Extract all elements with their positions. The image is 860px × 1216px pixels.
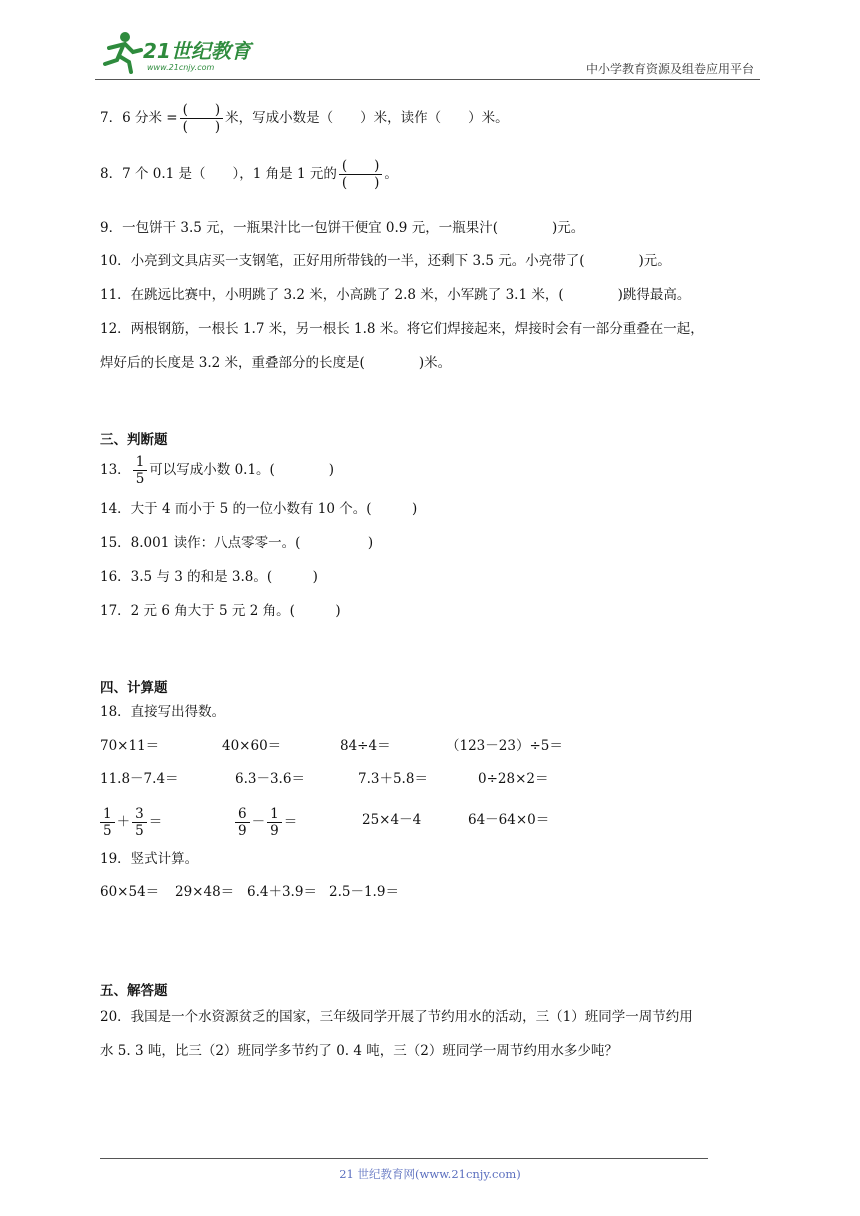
- calc-item: 25×4－4: [362, 812, 422, 828]
- calc-item: 6.3－3.6＝: [235, 771, 305, 787]
- calc-fraction-item: $\frac{1}{5}$ ＋ $\frac{3}{5}$ ＝: [98, 806, 162, 839]
- fraction: $\frac{1}{5}$: [133, 454, 148, 487]
- question-20-line2: 水 5. 3 吨，比三（2）班同学多节约了 0. 4 吨，三（2）班同学一周节约用水多少吨？: [100, 1043, 618, 1059]
- calc-item: 64－64×0＝: [468, 812, 550, 828]
- question-9: 9．一包饼干 3.5 元，一瓶果汁比一包饼干便宜 0.9 元，一瓶果汁( )元。: [100, 220, 585, 236]
- question-20-line1: 20．我国是一个水资源贫乏的国家，三年级同学开展了节约用水的活动，三（1）班同学一周节约用: [100, 1009, 693, 1025]
- calc-item: 2.5－1.9＝: [329, 884, 399, 900]
- question-17: 17．2 元 6 角大于 5 元 2 角。( ): [100, 603, 341, 619]
- platform-title: 中小学教育资源及组卷应用平台: [585, 62, 754, 76]
- question-7: 7．6 分米 = $\frac{( )}{( )}$ 米，写成小数是（ ）米，读作（ ）米。: [100, 102, 509, 135]
- question-12-line2: 焊好后的长度是 3.2 米，重叠部分的长度是( )米。: [100, 355, 452, 371]
- question-10: 10．小亮到文具店买一支钢笔，正好用所带钱的一半，还剩下 3.5 元。小亮带了( )元。: [100, 253, 671, 269]
- footer-text: 21 世纪教育网(www.21cnjy.com): [339, 1167, 521, 1181]
- svg-text:www.21cnjy.com: www.21cnjy.com: [147, 63, 215, 72]
- calc-fraction-item: $\frac{6}{9}$ － $\frac{1}{9}$ ＝: [233, 806, 297, 839]
- question-16: 16．3.5 与 3 的和是 3.8。( ): [100, 569, 318, 585]
- logo: [95, 28, 265, 74]
- calc-item: 60×54＝: [100, 884, 160, 900]
- calc-item: 70×11＝: [100, 738, 160, 754]
- question-8: 8．7 个 0.1 是（ ），1 角是 1 元的 $\frac{( )}{( )}$ 。: [100, 158, 398, 191]
- section-3-title: 三、判断题: [100, 432, 168, 448]
- question-13: 13． $\frac{1}{5}$ 可以写成小数 0.1。( ): [100, 454, 335, 487]
- question-14: 14．大于 4 而小于 5 的一位小数有 10 个。( ): [100, 501, 418, 517]
- calc-item: 6.4＋3.9＝: [247, 884, 317, 900]
- calc-item: 40×60＝: [222, 738, 282, 754]
- fraction-blank: $\frac{( )}{( )}$: [180, 102, 224, 135]
- question-15: 15．8.001 读作：八点零零一。( ): [100, 535, 374, 551]
- calc-item: 11.8－7.4＝: [100, 771, 179, 787]
- question-18: 18．直接写出得数。: [100, 704, 226, 720]
- calc-item: 84÷4＝: [340, 738, 391, 754]
- fraction-blank: $\frac{( )}{( )}$: [339, 158, 383, 191]
- section-5-title: 五、解答题: [100, 983, 168, 999]
- question-19: 19．竖式计算。: [100, 851, 199, 867]
- question-12-line1: 12．两根钢筋，一根长 1.7 米，另一根长 1.8 米。将它们焊接起来，焊接时会有一部分重叠在一起，: [100, 321, 704, 337]
- page-header: [95, 28, 760, 80]
- calc-item: 0÷28×2＝: [478, 771, 549, 787]
- footer-divider: [100, 1158, 708, 1159]
- svg-text:21世纪教育: 21世纪教育: [143, 39, 251, 63]
- section-4-title: 四、计算题: [100, 680, 168, 696]
- header-divider: [95, 79, 760, 80]
- calc-item: （123－23）÷5＝: [446, 738, 563, 754]
- question-11: 11．在跳远比赛中，小明跳了 3.2 米，小高跳了 2.8 米，小军跳了 3.1 米，( )跳得最高。: [100, 287, 691, 303]
- calc-item: 7.3＋5.8＝: [358, 771, 428, 787]
- running-figure-icon: [105, 32, 141, 72]
- calc-item: 29×48＝: [175, 884, 235, 900]
